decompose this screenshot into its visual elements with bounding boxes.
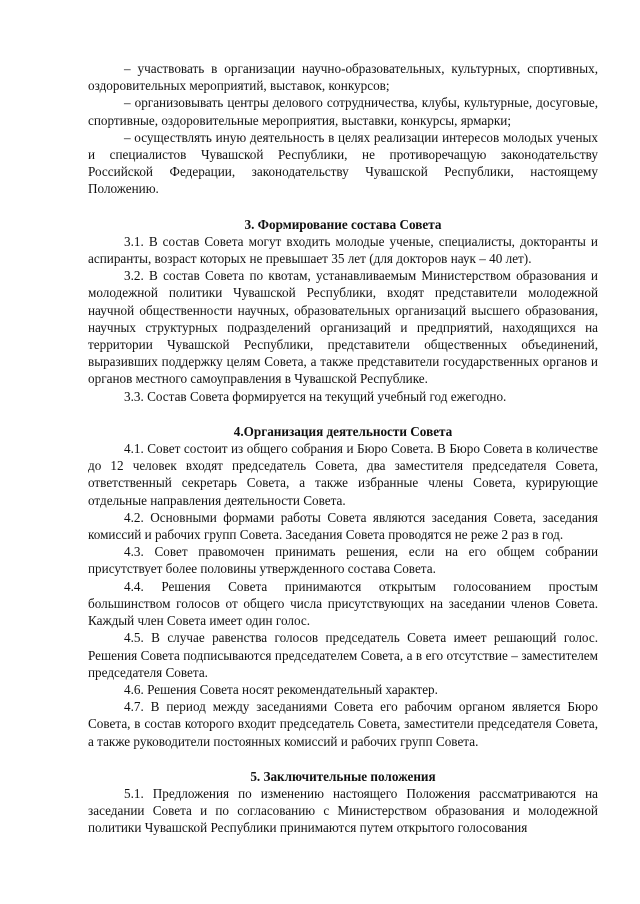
list-item: – организовывать центры делового сотрудничества, клубы, культурные, досуговые, спортивные, оздоровительные мероприятия, выставки, конкурсы, ярмарки; (88, 95, 598, 128)
section-heading: 5. Заключительные положения (250, 768, 436, 784)
document-page (88, 60, 598, 837)
paragraph: 3.3. Состав Совета формируется на текущий учебный год ежегодно. (124, 388, 507, 404)
paragraph: 3.2. В состав Совета по квотам, устанавливаемым Министерством образования и молодежной политики Чувашской Республики, входят представители молодежной научной общественности научных, образовательных организаций высшего образования, научных структурных подразделений организаций и предприятий, находящихся на территории Чувашской Республики, представители общественных объединений, выразивших поддержку целям Совета, а также представители государственных органов и органов местного самоуправления в Чувашской Республике. (88, 268, 598, 387)
list-item: – осуществлять иную деятельность в целях реализации интересов молодых ученых и специалистов Чувашской Республики, не противоречащую законодательству Российской Федерации, законодательству Чувашской Республики, настоящему Положению. (88, 129, 598, 197)
paragraph: 4.3. Совет правомочен принимать решения, если на его общем собрании присутствует более половины утвержденного состава Совета. (88, 544, 598, 577)
paragraph: 4.1. Совет состоит из общего собрания и Бюро Совета. В Бюро Совета в количестве до 12 человек входят председатель Совета, два заместителя председателя Совета, ответственный секретарь Совета, а также избранные члены Совета, курирующие отдельные направления деятельности Совета. (88, 441, 598, 508)
paragraph: 4.2. Основными формами работы Совета являются заседания Совета, заседания комиссий и рабочих групп Совета. Заседания Совета проводятся не реже 2 раз в год. (88, 509, 598, 543)
section-4 (88, 423, 598, 750)
section-heading: 3. Формирование состава Совета (244, 216, 442, 232)
section-5 (88, 768, 598, 837)
paragraph: 4.6. Решения Совета носят рекомендательный характер. (124, 681, 438, 697)
paragraph: 3.1. В состав Совета могут входить молодые ученые, специалисты, докторанты и аспиранты, возраст которых не превышает 35 лет (для докторов наук – 40 лет). (88, 233, 598, 267)
paragraph: 5.1. Предложения по изменению настоящего Положения рассматриваются на заседании Совета и по согласованию с Министерством образования и молодежной политики Чувашской Республики принимаются путем открытого голосования (88, 785, 598, 836)
section-3 (88, 216, 598, 405)
paragraph: 4.7. В период между заседаниями Совета его рабочим органом является Бюро Совета, в состав которого входит председатель Совета, заместители председателя Совета, а также руководители постоянных комиссий и рабочих групп Совета. (88, 699, 598, 749)
paragraph: 4.4. Решения Совета принимаются открытым голосованием простым большинством голосов от общего числа присутствующих на заседании членов Совета. Каждый член Совета имеет один голос. (88, 578, 598, 629)
section-heading: 4.Организация деятельности Совета (233, 423, 453, 439)
intro-list (88, 60, 598, 198)
list-item: – участвовать в организации научно-образовательных, культурных, спортивных, оздоровительных мероприятий, выставок, конкурсов; (88, 61, 598, 94)
paragraph: 4.5. В случае равенства голосов председатель Совета имеет решающий голос. Решения Совета подписываются председателем Совета, а в его отсутствие – заместителем председателя Совета. (88, 630, 598, 680)
